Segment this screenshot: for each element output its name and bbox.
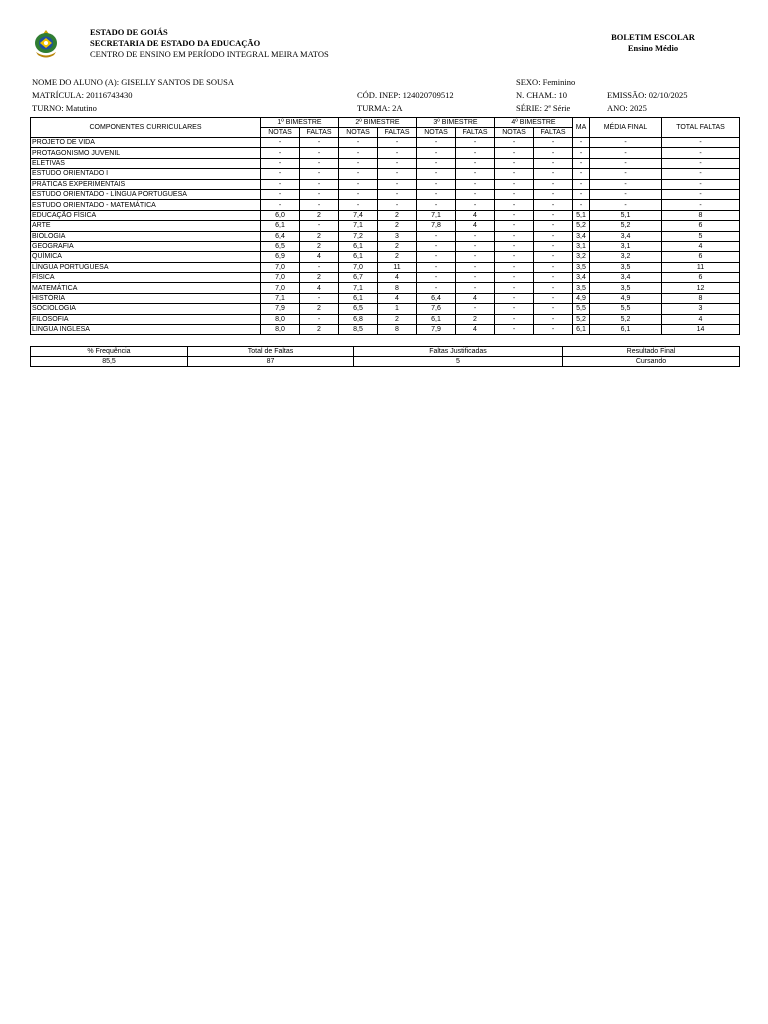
ma-cell: 3,2	[573, 252, 590, 262]
b3-faltas-cell: 4	[456, 221, 495, 231]
b2-faltas-cell: -	[378, 189, 417, 199]
subject-name: FILOSOFIA	[31, 314, 261, 324]
b4-faltas-cell: -	[534, 231, 573, 241]
b2-faltas-cell: -	[378, 158, 417, 168]
b4-faltas-cell: -	[534, 158, 573, 168]
total-absences-cell: 4	[662, 314, 740, 324]
header-institution	[90, 27, 329, 60]
b1-faltas-cell: -	[300, 158, 339, 168]
b2-faltas-cell: 4	[378, 293, 417, 303]
b3-notas-cell: -	[417, 189, 456, 199]
grade-row	[31, 231, 740, 241]
grades-table	[30, 117, 740, 335]
subject-name: HISTÓRIA	[31, 293, 261, 303]
b2-notas-cell: 6,1	[339, 252, 378, 262]
b1-notas-cell: -	[261, 200, 300, 210]
b1-faltas-cell: -	[300, 221, 339, 231]
total-absences-cell: -	[662, 169, 740, 179]
b3-faltas-cell: -	[456, 231, 495, 241]
notas-header: NOTAS	[495, 128, 534, 138]
b2-faltas-cell: 1	[378, 304, 417, 314]
b1-faltas-cell: -	[300, 148, 339, 158]
b2-notas-cell: 6,8	[339, 314, 378, 324]
b2-notas-cell: -	[339, 148, 378, 158]
document-title-block	[598, 32, 708, 54]
b3-faltas-cell: -	[456, 304, 495, 314]
subject-name: BIOLOGIA	[31, 231, 261, 241]
final-result-header: Resultado Final	[563, 347, 740, 357]
subject-name: PRÁTICAS EXPERIMENTAIS	[31, 179, 261, 189]
grade-row	[31, 138, 740, 148]
document-subtitle: Ensino Médio	[627, 43, 679, 53]
b4-faltas-cell: -	[534, 169, 573, 179]
grade-row	[31, 252, 740, 262]
b2-faltas-cell: -	[378, 138, 417, 148]
faltas-header: FALTAS	[534, 128, 573, 138]
b2-notas-cell: 6,7	[339, 273, 378, 283]
final-average-cell: 3,5	[590, 262, 662, 272]
subject-name: ARTE	[31, 221, 261, 231]
b1-notas-cell: 7,0	[261, 273, 300, 283]
b3-notas-cell: -	[417, 148, 456, 158]
subject-name: ELETIVAS	[31, 158, 261, 168]
faltas-header: FALTAS	[300, 128, 339, 138]
b3-faltas-cell: 2	[456, 314, 495, 324]
b1-notas-cell: 6,4	[261, 231, 300, 241]
issue-date: EMISSÃO: 02/10/2025	[607, 90, 688, 100]
b4-notas-cell: -	[495, 210, 534, 220]
final-average-cell: 5,5	[590, 304, 662, 314]
b1-notas-cell: 6,1	[261, 221, 300, 231]
b3-notas-cell: 7,6	[417, 304, 456, 314]
bimester-4-header: 4º BIMESTRE	[495, 118, 573, 128]
school-inep-code: CÓD. INEP: 124020709512	[357, 90, 454, 100]
grade-row	[31, 148, 740, 158]
total-absences-cell: -	[662, 138, 740, 148]
total-absences-cell: 11	[662, 262, 740, 272]
b3-notas-cell: -	[417, 158, 456, 168]
grades-body	[31, 138, 740, 335]
student-sex: SEXO: Feminino	[516, 77, 576, 87]
school-name: CENTRO DE ENSINO EM PERÍODO INTEGRAL MEIRA MATOS	[90, 49, 329, 59]
b4-notas-cell: -	[495, 221, 534, 231]
b3-notas-cell: -	[417, 252, 456, 262]
grade-row	[31, 189, 740, 199]
b4-notas-cell: -	[495, 314, 534, 324]
b3-faltas-cell: -	[456, 200, 495, 210]
b4-faltas-cell: -	[534, 314, 573, 324]
b3-faltas-cell: -	[456, 169, 495, 179]
b1-notas-cell: -	[261, 138, 300, 148]
ma-cell: 4,9	[573, 293, 590, 303]
final-average-cell: -	[590, 200, 662, 210]
frequency-header: % Frequência	[31, 347, 188, 357]
b3-notas-cell: -	[417, 241, 456, 251]
b1-notas-cell: -	[261, 148, 300, 158]
b4-notas-cell: -	[495, 241, 534, 251]
b3-notas-cell: -	[417, 138, 456, 148]
b2-notas-cell: 6,5	[339, 304, 378, 314]
b4-faltas-cell: -	[534, 200, 573, 210]
b4-notas-cell: -	[495, 283, 534, 293]
b3-notas-cell: 7,8	[417, 221, 456, 231]
final-average-cell: 6,1	[590, 325, 662, 335]
b3-faltas-cell: -	[456, 273, 495, 283]
student-class: TURMA: 2A	[357, 103, 403, 113]
b1-faltas-cell: -	[300, 200, 339, 210]
b1-notas-cell: 8,0	[261, 314, 300, 324]
subject-name: ESTUDO ORIENTADO - LÍNGUA PORTUGUESA	[31, 189, 261, 199]
b4-notas-cell: -	[495, 304, 534, 314]
b4-faltas-cell: -	[534, 262, 573, 272]
b4-notas-cell: -	[495, 179, 534, 189]
b2-notas-cell: -	[339, 138, 378, 148]
b1-faltas-cell: 2	[300, 241, 339, 251]
b2-faltas-cell: -	[378, 200, 417, 210]
b4-faltas-cell: -	[534, 304, 573, 314]
ma-cell: -	[573, 179, 590, 189]
b3-notas-cell: -	[417, 273, 456, 283]
b1-faltas-cell: 2	[300, 304, 339, 314]
b4-notas-cell: -	[495, 189, 534, 199]
total-absences-cell: 3	[662, 304, 740, 314]
b1-faltas-cell: 4	[300, 283, 339, 293]
b3-faltas-cell: -	[456, 138, 495, 148]
b4-faltas-cell: -	[534, 241, 573, 251]
total-absences-cell: -	[662, 189, 740, 199]
b1-notas-cell: -	[261, 169, 300, 179]
b1-faltas-cell: 2	[300, 325, 339, 335]
b2-faltas-cell: 2	[378, 221, 417, 231]
b2-faltas-cell: 3	[378, 231, 417, 241]
goias-crest-logo	[32, 28, 60, 60]
b4-faltas-cell: -	[534, 138, 573, 148]
faltas-header: FALTAS	[456, 128, 495, 138]
b3-notas-cell: 7,1	[417, 210, 456, 220]
b2-faltas-cell: -	[378, 148, 417, 158]
final-result-value: Cursando	[563, 357, 740, 367]
subject-name: ESTUDO ORIENTADO I	[31, 169, 261, 179]
ma-cell: 6,1	[573, 325, 590, 335]
grade-row	[31, 325, 740, 335]
b2-notas-cell: 7,2	[339, 231, 378, 241]
total-absences-value: 87	[188, 357, 354, 367]
total-absences-cell: 14	[662, 325, 740, 335]
b2-faltas-cell: -	[378, 179, 417, 189]
final-average-cell: -	[590, 158, 662, 168]
b2-notas-cell: -	[339, 200, 378, 210]
ma-cell: 3,5	[573, 283, 590, 293]
b3-faltas-cell: -	[456, 148, 495, 158]
ma-cell: -	[573, 158, 590, 168]
state-name: ESTADO DE GOIÁS	[90, 27, 168, 37]
final-average-cell: -	[590, 179, 662, 189]
b1-faltas-cell: -	[300, 138, 339, 148]
subject-name: GEOGRAFIA	[31, 241, 261, 251]
ma-cell: -	[573, 138, 590, 148]
faltas-header: FALTAS	[378, 128, 417, 138]
b2-notas-cell: 7,0	[339, 262, 378, 272]
b3-faltas-cell: 4	[456, 325, 495, 335]
total-absences-cell: 6	[662, 273, 740, 283]
subject-name: SOCIOLOGIA	[31, 304, 261, 314]
final-average-cell: 3,1	[590, 241, 662, 251]
b3-notas-cell: -	[417, 179, 456, 189]
document-title: BOLETIM ESCOLAR	[611, 32, 695, 42]
total-absences-column-header: TOTAL FALTAS	[662, 118, 740, 138]
bimester-2-header: 2º BIMESTRE	[339, 118, 417, 128]
b2-notas-cell: 6,1	[339, 293, 378, 303]
notas-header: NOTAS	[339, 128, 378, 138]
student-registration: MATRÍCULA: 20116743430	[32, 90, 133, 100]
b1-faltas-cell: 2	[300, 231, 339, 241]
subject-name: PROJETO DE VIDA	[31, 138, 261, 148]
summary-header-row	[31, 347, 740, 357]
b2-faltas-cell: 8	[378, 283, 417, 293]
school-year: ANO: 2025	[607, 103, 647, 113]
summary-table	[30, 346, 740, 367]
grade-row	[31, 179, 740, 189]
ma-cell: 3,1	[573, 241, 590, 251]
ma-cell: -	[573, 148, 590, 158]
b4-notas-cell: -	[495, 325, 534, 335]
grade-row	[31, 169, 740, 179]
b4-notas-cell: -	[495, 200, 534, 210]
subject-name: ESTUDO ORIENTADO - MATEMÁTICA	[31, 200, 261, 210]
b2-notas-cell: -	[339, 179, 378, 189]
b4-faltas-cell: -	[534, 283, 573, 293]
justified-absences-value: 5	[354, 357, 563, 367]
b1-notas-cell: 6,0	[261, 210, 300, 220]
b2-faltas-cell: 4	[378, 273, 417, 283]
b4-faltas-cell: -	[534, 189, 573, 199]
final-average-cell: 3,4	[590, 273, 662, 283]
b2-notas-cell: 7,1	[339, 221, 378, 231]
b2-notas-cell: 8,5	[339, 325, 378, 335]
b2-faltas-cell: 11	[378, 262, 417, 272]
b3-notas-cell: 6,1	[417, 314, 456, 324]
final-average-cell: -	[590, 138, 662, 148]
b3-faltas-cell: -	[456, 189, 495, 199]
subject-name: LÍNGUA PORTUGUESA	[31, 262, 261, 272]
b2-faltas-cell: 2	[378, 210, 417, 220]
final-average-cell: 3,4	[590, 231, 662, 241]
b4-notas-cell: -	[495, 158, 534, 168]
b3-faltas-cell: -	[456, 252, 495, 262]
ma-cell: 3,4	[573, 231, 590, 241]
grade-row	[31, 314, 740, 324]
b2-notas-cell: -	[339, 189, 378, 199]
b4-faltas-cell: -	[534, 273, 573, 283]
justified-absences-header: Faltas Justificadas	[354, 347, 563, 357]
b4-notas-cell: -	[495, 148, 534, 158]
b1-notas-cell: 7,1	[261, 293, 300, 303]
total-absences-cell: 8	[662, 293, 740, 303]
total-absences-header: Total de Faltas	[188, 347, 354, 357]
b3-faltas-cell: 4	[456, 293, 495, 303]
final-average-cell: 3,2	[590, 252, 662, 262]
b1-notas-cell: -	[261, 189, 300, 199]
ma-cell: -	[573, 189, 590, 199]
b1-notas-cell: 7,0	[261, 262, 300, 272]
b3-notas-cell: -	[417, 283, 456, 293]
bimester-3-header: 3º BIMESTRE	[417, 118, 495, 128]
summary-value-row	[31, 357, 740, 367]
b4-faltas-cell: -	[534, 325, 573, 335]
grade-row	[31, 262, 740, 272]
subject-name: EDUCAÇÃO FÍSICA	[31, 210, 261, 220]
b4-faltas-cell: -	[534, 252, 573, 262]
b4-notas-cell: -	[495, 252, 534, 262]
b4-notas-cell: -	[495, 262, 534, 272]
ma-cell: 5,5	[573, 304, 590, 314]
b4-faltas-cell: -	[534, 221, 573, 231]
total-absences-cell: -	[662, 200, 740, 210]
grade-row	[31, 200, 740, 210]
b4-notas-cell: -	[495, 293, 534, 303]
b1-faltas-cell: -	[300, 293, 339, 303]
b3-notas-cell: 7,9	[417, 325, 456, 335]
final-average-cell: 4,9	[590, 293, 662, 303]
b2-faltas-cell: 2	[378, 252, 417, 262]
b1-faltas-cell: -	[300, 314, 339, 324]
final-average-cell: 3,5	[590, 283, 662, 293]
call-number: N. CHAM.: 10	[516, 90, 568, 100]
b1-faltas-cell: -	[300, 189, 339, 199]
b3-faltas-cell: -	[456, 179, 495, 189]
final-average-cell: -	[590, 189, 662, 199]
b2-notas-cell: 7,1	[339, 283, 378, 293]
grade-row	[31, 241, 740, 251]
b3-faltas-cell: -	[456, 241, 495, 251]
b4-notas-cell: -	[495, 273, 534, 283]
b1-notas-cell: 8,0	[261, 325, 300, 335]
final-average-cell: 5,2	[590, 314, 662, 324]
grade-row	[31, 221, 740, 231]
final-average-column-header: MÉDIA FINAL	[590, 118, 662, 138]
b4-notas-cell: -	[495, 138, 534, 148]
b2-notas-cell: 6,1	[339, 241, 378, 251]
b1-faltas-cell: 4	[300, 252, 339, 262]
b1-faltas-cell: -	[300, 169, 339, 179]
notas-header: NOTAS	[261, 128, 300, 138]
frequency-value: 85,5	[31, 357, 188, 367]
total-absences-cell: -	[662, 148, 740, 158]
total-absences-cell: 5	[662, 231, 740, 241]
ma-cell: 5,1	[573, 210, 590, 220]
b2-faltas-cell: 2	[378, 314, 417, 324]
b1-notas-cell: -	[261, 179, 300, 189]
total-absences-cell: 6	[662, 221, 740, 231]
b2-notas-cell: -	[339, 169, 378, 179]
b3-notas-cell: -	[417, 231, 456, 241]
grade-row	[31, 158, 740, 168]
final-average-cell: 5,1	[590, 210, 662, 220]
grade-row	[31, 210, 740, 220]
subject-name: MATEMÁTICA	[31, 283, 261, 293]
total-absences-cell: -	[662, 158, 740, 168]
total-absences-cell: 8	[662, 210, 740, 220]
final-average-cell: -	[590, 169, 662, 179]
b1-faltas-cell: -	[300, 262, 339, 272]
subject-name: LÍNGUA INGLESA	[31, 325, 261, 335]
subjects-column-header: COMPONENTES CURRICULARES	[31, 118, 261, 138]
b3-faltas-cell: -	[456, 158, 495, 168]
subject-name: QUÍMICA	[31, 252, 261, 262]
ma-cell: 5,2	[573, 221, 590, 231]
b4-faltas-cell: -	[534, 179, 573, 189]
total-absences-cell: 6	[662, 252, 740, 262]
b2-notas-cell: 7,4	[339, 210, 378, 220]
ma-cell: -	[573, 169, 590, 179]
grades-header-row	[31, 118, 740, 128]
secretariat-name: SECRETARIA DE ESTADO DA EDUCAÇÃO	[90, 38, 261, 48]
b2-faltas-cell: -	[378, 169, 417, 179]
b4-faltas-cell: -	[534, 293, 573, 303]
final-average-cell: 5,2	[590, 221, 662, 231]
ma-cell: 3,5	[573, 262, 590, 272]
grade-row	[31, 283, 740, 293]
grade-row	[31, 304, 740, 314]
b2-notas-cell: -	[339, 158, 378, 168]
b1-notas-cell: -	[261, 158, 300, 168]
b1-notas-cell: 6,5	[261, 241, 300, 251]
b1-notas-cell: 6,9	[261, 252, 300, 262]
student-name: NOME DO ALUNO (A): GISELLY SANTOS DE SOUSA	[32, 77, 234, 87]
b1-faltas-cell: -	[300, 179, 339, 189]
subject-name: PROTAGONISMO JUVENIL	[31, 148, 261, 158]
b4-notas-cell: -	[495, 169, 534, 179]
student-shift: TURNO: Matutino	[32, 103, 97, 113]
b3-notas-cell: -	[417, 200, 456, 210]
student-grade: SÉRIE: 2ª Série	[516, 103, 571, 113]
b2-faltas-cell: 2	[378, 241, 417, 251]
grade-row	[31, 273, 740, 283]
b1-notas-cell: 7,0	[261, 283, 300, 293]
b1-faltas-cell: 2	[300, 210, 339, 220]
b3-faltas-cell: -	[456, 283, 495, 293]
b3-faltas-cell: 4	[456, 210, 495, 220]
ma-column-header: MA	[573, 118, 590, 138]
total-absences-cell: 4	[662, 241, 740, 251]
b3-faltas-cell: -	[456, 262, 495, 272]
ma-cell: 5,2	[573, 314, 590, 324]
total-absences-cell: -	[662, 179, 740, 189]
b4-faltas-cell: -	[534, 148, 573, 158]
b1-faltas-cell: 2	[300, 273, 339, 283]
notas-header: NOTAS	[417, 128, 456, 138]
subject-name: FÍSICA	[31, 273, 261, 283]
b3-notas-cell: 6,4	[417, 293, 456, 303]
ma-cell: 3,4	[573, 273, 590, 283]
bimester-1-header: 1º BIMESTRE	[261, 118, 339, 128]
b1-notas-cell: 7,9	[261, 304, 300, 314]
b4-faltas-cell: -	[534, 210, 573, 220]
b3-notas-cell: -	[417, 262, 456, 272]
b3-notas-cell: -	[417, 169, 456, 179]
ma-cell: -	[573, 200, 590, 210]
b2-faltas-cell: 8	[378, 325, 417, 335]
grade-row	[31, 293, 740, 303]
b4-notas-cell: -	[495, 231, 534, 241]
final-average-cell: -	[590, 148, 662, 158]
total-absences-cell: 12	[662, 283, 740, 293]
